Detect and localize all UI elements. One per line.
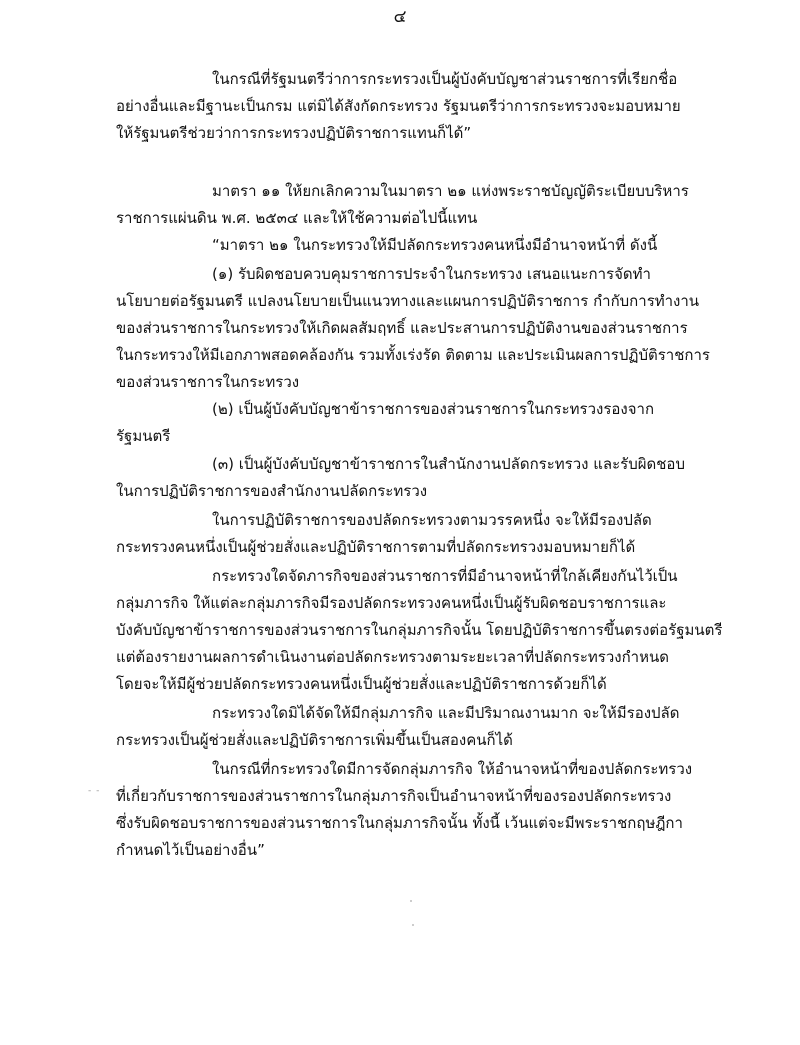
text-line: ของส่วนราชการในกระทรวง [116, 373, 300, 391]
text-line: ในการปฏิบัติราชการของสำนักงานปลัดกระทรวง [116, 482, 428, 500]
scan-speck [412, 924, 414, 926]
text-line: กระทรวงเป็นผู้ช่วยสั่งและปฏิบัติราชการเพิ่มขึ้นเป็นสองคนก็ได้ [116, 731, 513, 749]
text-line: (๓) เป็นผู้บังคับบัญชาข้าราชการในสำนักงานปลัดกระทรวง และรับผิดชอบ [212, 455, 685, 473]
page-number: ๔ [393, 7, 407, 27]
text-line: ที่เกี่ยวกับราชการของส่วนราชการในกลุ่มภารกิจเป็นอำนาจหน้าที่ของรองปลัดกระทรวง [116, 787, 672, 805]
scan-speck [410, 900, 412, 902]
text-line: นโยบายต่อรัฐมนตรี แปลงนโยบายเป็นแนวทางและแผนการปฏิบัติราชการ กำกับการทำงาน [116, 292, 700, 310]
text-line: ในกรณีที่กระทรวงใดมีการจัดกลุ่มภารกิจ ให้อำนาจหน้าที่ของปลัดกระทรวง [212, 760, 693, 778]
margin-mark: - - [88, 786, 101, 796]
text-line: ให้รัฐมนตรีช่วยว่าการกระทรวงปฏิบัติราชการแทนก็ได้” [116, 124, 472, 142]
text-line: ซึ่งรับผิดชอบราชการของส่วนราชการในกลุ่มภารกิจนั้น ทั้งนี้ เว้นแต่จะมีพระราชกฤษฎีกา [116, 814, 683, 832]
text-line: กระทรวงใดมิได้จัดให้มีกลุ่มภารกิจ และมีปริมาณงานมาก จะให้มีรองปลัด [212, 704, 680, 722]
text-line: แต่ต้องรายงานผลการดำเนินงานต่อปลัดกระทรวงตามระยะเวลาที่ปลัดกระทรวงกำหนด [116, 648, 669, 666]
text-line: กำหนดไว้เป็นอย่างอื่น” [116, 841, 265, 859]
text-line: กระทรวงใดจัดภารกิจของส่วนราชการที่มีอำนาจหน้าที่ใกล้เคียงกันไว้เป็น [212, 567, 678, 585]
text-line: ในกรณีที่รัฐมนตรีว่าการกระทรวงเป็นผู้บังคับบัญชาส่วนราชการที่เรียกชื่อ [212, 70, 678, 88]
text-line: โดยจะให้มีผู้ช่วยปลัดกระทรวงคนหนึ่งเป็นผู้ช่วยสั่งและปฏิบัติราชการด้วยก็ได้ [116, 675, 607, 693]
text-line: ราชการแผ่นดิน พ.ศ. ๒๕๓๔ และให้ใช้ความต่อไปนี้แทน [116, 209, 478, 227]
text-line: ในการปฏิบัติราชการของปลัดกระทรวงตามวรรคหนึ่ง จะให้มีรองปลัด [212, 511, 652, 529]
text-line: “มาตรา ๒๑ ในกระทรวงให้มีปลัดกระทรวงคนหนึ่งมีอำนาจหน้าที่ ดังนี้ [212, 236, 658, 254]
text-line: (๑) รับผิดชอบควบคุมราชการประจำในกระทรวง เสนอแนะการจัดทำ [212, 265, 651, 283]
text-line: มาตรา ๑๑ ให้ยกเลิกความในมาตรา ๒๑ แห่งพระราชบัญญัติระเบียบบริหาร [212, 182, 689, 200]
text-line: (๒) เป็นผู้บังคับบัญชาข้าราชการของส่วนราชการในกระทรวงรองจาก [212, 400, 655, 418]
text-line: อย่างอื่นและมีฐานะเป็นกรม แต่มิได้สังกัดกระทรวง รัฐมนตรีว่าการกระทรวงจะมอบหมาย [116, 97, 681, 115]
text-line: ในกระทรวงให้มีเอกภาพสอดคล้องกัน รวมทั้งเร่งรัด ติดตาม และประเมินผลการปฏิบัติราชการ [116, 346, 710, 364]
text-line: ของส่วนราชการในกระทรวงให้เกิดผลสัมฤทธิ์ และประสานการปฏิบัติงานของส่วนราชการ [116, 319, 688, 337]
text-line: กระทรวงคนหนึ่งเป็นผู้ช่วยสั่งและปฏิบัติราชการตามที่ปลัดกระทรวงมอบหมายก็ได้ [116, 538, 636, 556]
text-line: บังคับบัญชาข้าราชการของส่วนราชการในกลุ่มภารกิจนั้น โดยปฏิบัติราชการขึ้นตรงต่อรัฐมนตรี [116, 621, 723, 639]
text-line: รัฐมนตรี [116, 427, 171, 445]
text-line: กลุ่มภารกิจ ให้แต่ละกลุ่มภารกิจมีรองปลัดกระทรวงคนหนึ่งเป็นผู้รับผิดชอบราชการและ [116, 594, 667, 612]
